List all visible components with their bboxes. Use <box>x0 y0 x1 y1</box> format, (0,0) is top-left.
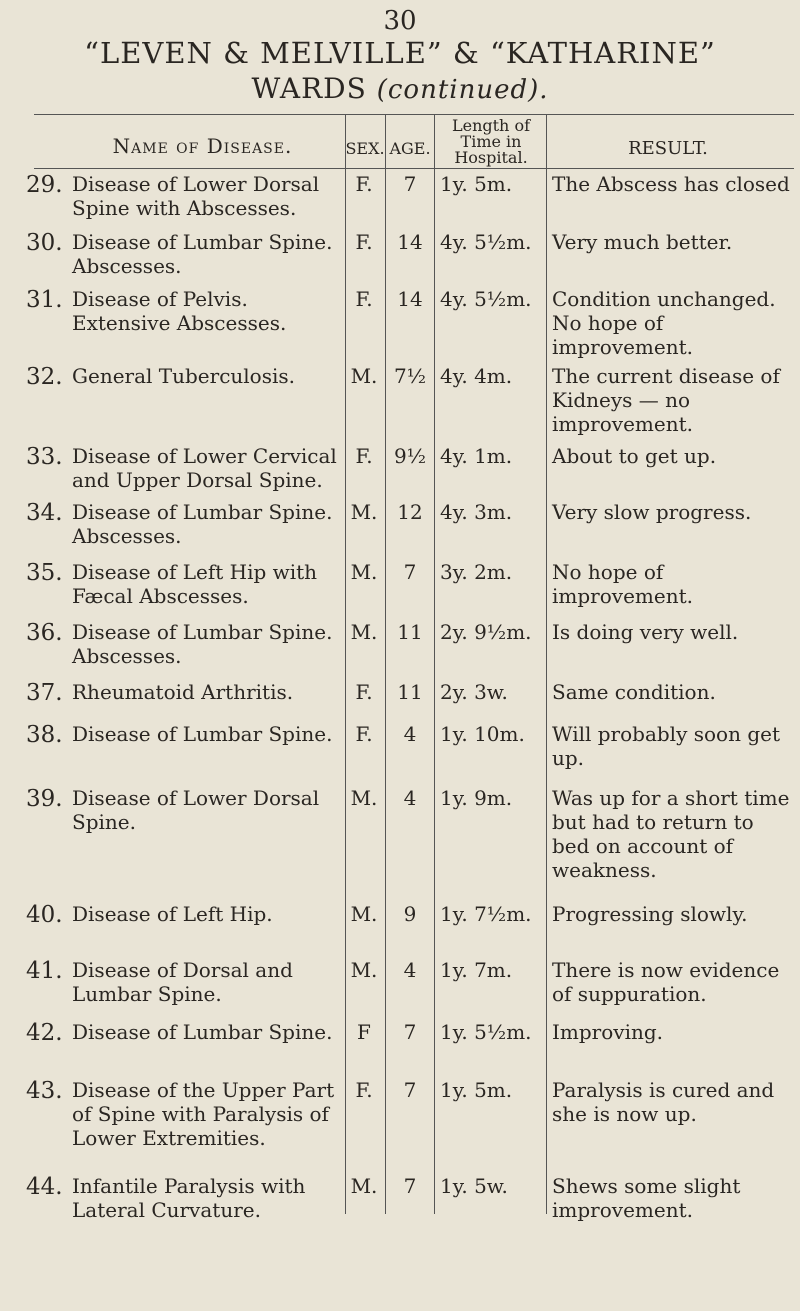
result-text: About to get up. <box>552 444 717 468</box>
column-divider <box>434 114 435 1214</box>
row-number: 31. <box>26 287 63 313</box>
row-number: 42. <box>26 1020 63 1046</box>
disease-name: Disease of Lower Dorsal Spine. <box>72 786 320 834</box>
length-of-stay: 2y. 9½m. <box>440 620 532 644</box>
sex-value: F. <box>355 287 373 311</box>
row-number: 41. <box>26 958 63 984</box>
subtitle-main: WARDS <box>251 72 367 105</box>
row-number: 44. <box>26 1174 63 1200</box>
age-value: 7 <box>403 172 417 196</box>
age-value: 9 <box>403 902 417 926</box>
subtitle-continued: (continued). <box>376 75 549 105</box>
length-of-stay: 1y. 5m. <box>440 1078 513 1102</box>
sex-value: F. <box>355 722 373 746</box>
row-number: 33. <box>26 444 63 470</box>
row-number: 32. <box>26 364 63 390</box>
sex-value: M. <box>350 786 378 810</box>
age-value: 7½ <box>393 364 427 388</box>
table-top-rule <box>34 114 794 115</box>
header-sex: SEX. <box>345 139 385 158</box>
sex-value: M. <box>350 620 378 644</box>
result-text: Paralysis is cured and she is now up. <box>552 1078 775 1126</box>
result-text: Very much better. <box>552 230 733 254</box>
age-value: 14 <box>397 287 423 311</box>
disease-name: Disease of Left Hip. <box>72 902 273 926</box>
page-subtitle <box>0 72 800 105</box>
sex-value: M. <box>350 902 378 926</box>
length-of-stay: 3y. 2m. <box>440 560 513 584</box>
length-of-stay: 1y. 7m. <box>440 958 513 982</box>
disease-name: Disease of Lumbar Spine. Abscesses. <box>72 620 333 668</box>
header-age: AGE. <box>389 139 431 158</box>
length-of-stay: 1y. 5m. <box>440 172 513 196</box>
column-divider <box>345 114 346 1214</box>
result-text: Will probably soon get up. <box>552 722 780 770</box>
header-length: Length of Time in Hospital. <box>451 116 530 167</box>
disease-name: Disease of Lower Cervical and Upper Dorsal Spine. <box>72 444 337 492</box>
result-text: The Abscess has closed <box>552 172 790 196</box>
age-value: 12 <box>397 500 423 524</box>
disease-name: Disease of Lumbar Spine. Abscesses. <box>72 500 333 548</box>
row-number: 40. <box>26 902 63 928</box>
result-text: Shews some slight improvement. <box>552 1174 741 1222</box>
length-of-stay: 4y. 1m. <box>440 444 513 468</box>
result-text: Improving. <box>552 1020 664 1044</box>
age-value: 14 <box>397 230 423 254</box>
length-of-stay: 1y. 5½m. <box>440 1020 532 1044</box>
disease-name: Disease of Lumbar Spine. <box>72 722 333 746</box>
disease-name: Infantile Paralysis with Lateral Curvature. <box>72 1174 306 1222</box>
sex-value: M. <box>350 1174 378 1198</box>
disease-name: Disease of Pelvis. Extensive Abscesses. <box>72 287 287 335</box>
age-value: 7 <box>403 1174 417 1198</box>
result-text: The current disease of Kidneys — no improvement. <box>552 364 780 436</box>
header-name: Name of Disease. <box>112 134 293 158</box>
length-of-stay: 1y. 5w. <box>440 1174 508 1198</box>
sex-value: M. <box>350 500 378 524</box>
length-of-stay: 1y. 10m. <box>440 722 525 746</box>
age-value: 4 <box>403 958 417 982</box>
length-of-stay: 2y. 3w. <box>440 680 508 704</box>
disease-name: Disease of Left Hip with Fæcal Abscesses. <box>72 560 318 608</box>
column-divider <box>385 114 386 1214</box>
result-text: Condition unchanged. No hope of improvement. <box>552 287 776 359</box>
header-bottom-rule <box>34 168 794 169</box>
row-number: 36. <box>26 620 63 646</box>
length-of-stay: 4y. 5½m. <box>440 287 532 311</box>
length-of-stay: 1y. 9m. <box>440 786 513 810</box>
sex-value: F. <box>355 680 373 704</box>
row-number: 30. <box>26 230 63 256</box>
column-divider <box>546 114 547 1214</box>
disease-name: Rheumatoid Arthritis. <box>72 680 294 704</box>
age-value: 11 <box>397 680 423 704</box>
sex-value: F. <box>355 230 373 254</box>
age-value: 7 <box>403 1020 417 1044</box>
row-number: 43. <box>26 1078 63 1104</box>
disease-name: Disease of Lumbar Spine. <box>72 1020 333 1044</box>
disease-name: Disease of Lumbar Spine. Abscesses. <box>72 230 333 278</box>
row-number: 29. <box>26 172 63 198</box>
result-text: Same condition. <box>552 680 716 704</box>
disease-name: Disease of Dorsal and Lumbar Spine. <box>72 958 293 1006</box>
age-value: 11 <box>397 620 423 644</box>
result-text: There is now evidence of suppuration. <box>552 958 780 1006</box>
result-text: No hope of improvement. <box>552 560 693 608</box>
length-of-stay: 4y. 4m. <box>440 364 513 388</box>
sex-value: M. <box>350 560 378 584</box>
disease-name: General Tuberculosis. <box>72 364 295 388</box>
sex-value: F. <box>355 1078 373 1102</box>
row-number: 34. <box>26 500 63 526</box>
age-value: 7 <box>403 560 417 584</box>
page-title: “LEVEN & MELVILLE” & “KATHARINE” <box>84 36 716 70</box>
row-number: 39. <box>26 786 63 812</box>
result-text: Was up for a short time but had to return to bed on account of weakness. <box>552 786 790 882</box>
sex-value: M. <box>350 958 378 982</box>
sex-value: F. <box>355 444 373 468</box>
age-value: 7 <box>403 1078 417 1102</box>
length-of-stay: 4y. 5½m. <box>440 230 532 254</box>
result-text: Is doing very well. <box>552 620 739 644</box>
length-of-stay: 4y. 3m. <box>440 500 513 524</box>
disease-name: Disease of Lower Dorsal Spine with Abscesses. <box>72 172 320 220</box>
row-number: 37. <box>26 680 63 706</box>
header-result: RESULT. <box>628 138 708 159</box>
length-of-stay: 1y. 7½m. <box>440 902 532 926</box>
age-value: 4 <box>403 786 417 810</box>
disease-name: Disease of the Upper Part of Spine with Paralysis of Lower Extremities. <box>72 1078 335 1150</box>
sex-value: M. <box>350 364 378 388</box>
age-value: 4 <box>403 722 417 746</box>
result-text: Progressing slowly. <box>552 902 748 926</box>
row-number: 38. <box>26 722 63 748</box>
page-number: 30 <box>383 6 417 36</box>
result-text: Very slow progress. <box>552 500 752 524</box>
age-value: 9½ <box>393 444 427 468</box>
sex-value: F <box>357 1020 371 1044</box>
sex-value: F. <box>355 172 373 196</box>
row-number: 35. <box>26 560 63 586</box>
